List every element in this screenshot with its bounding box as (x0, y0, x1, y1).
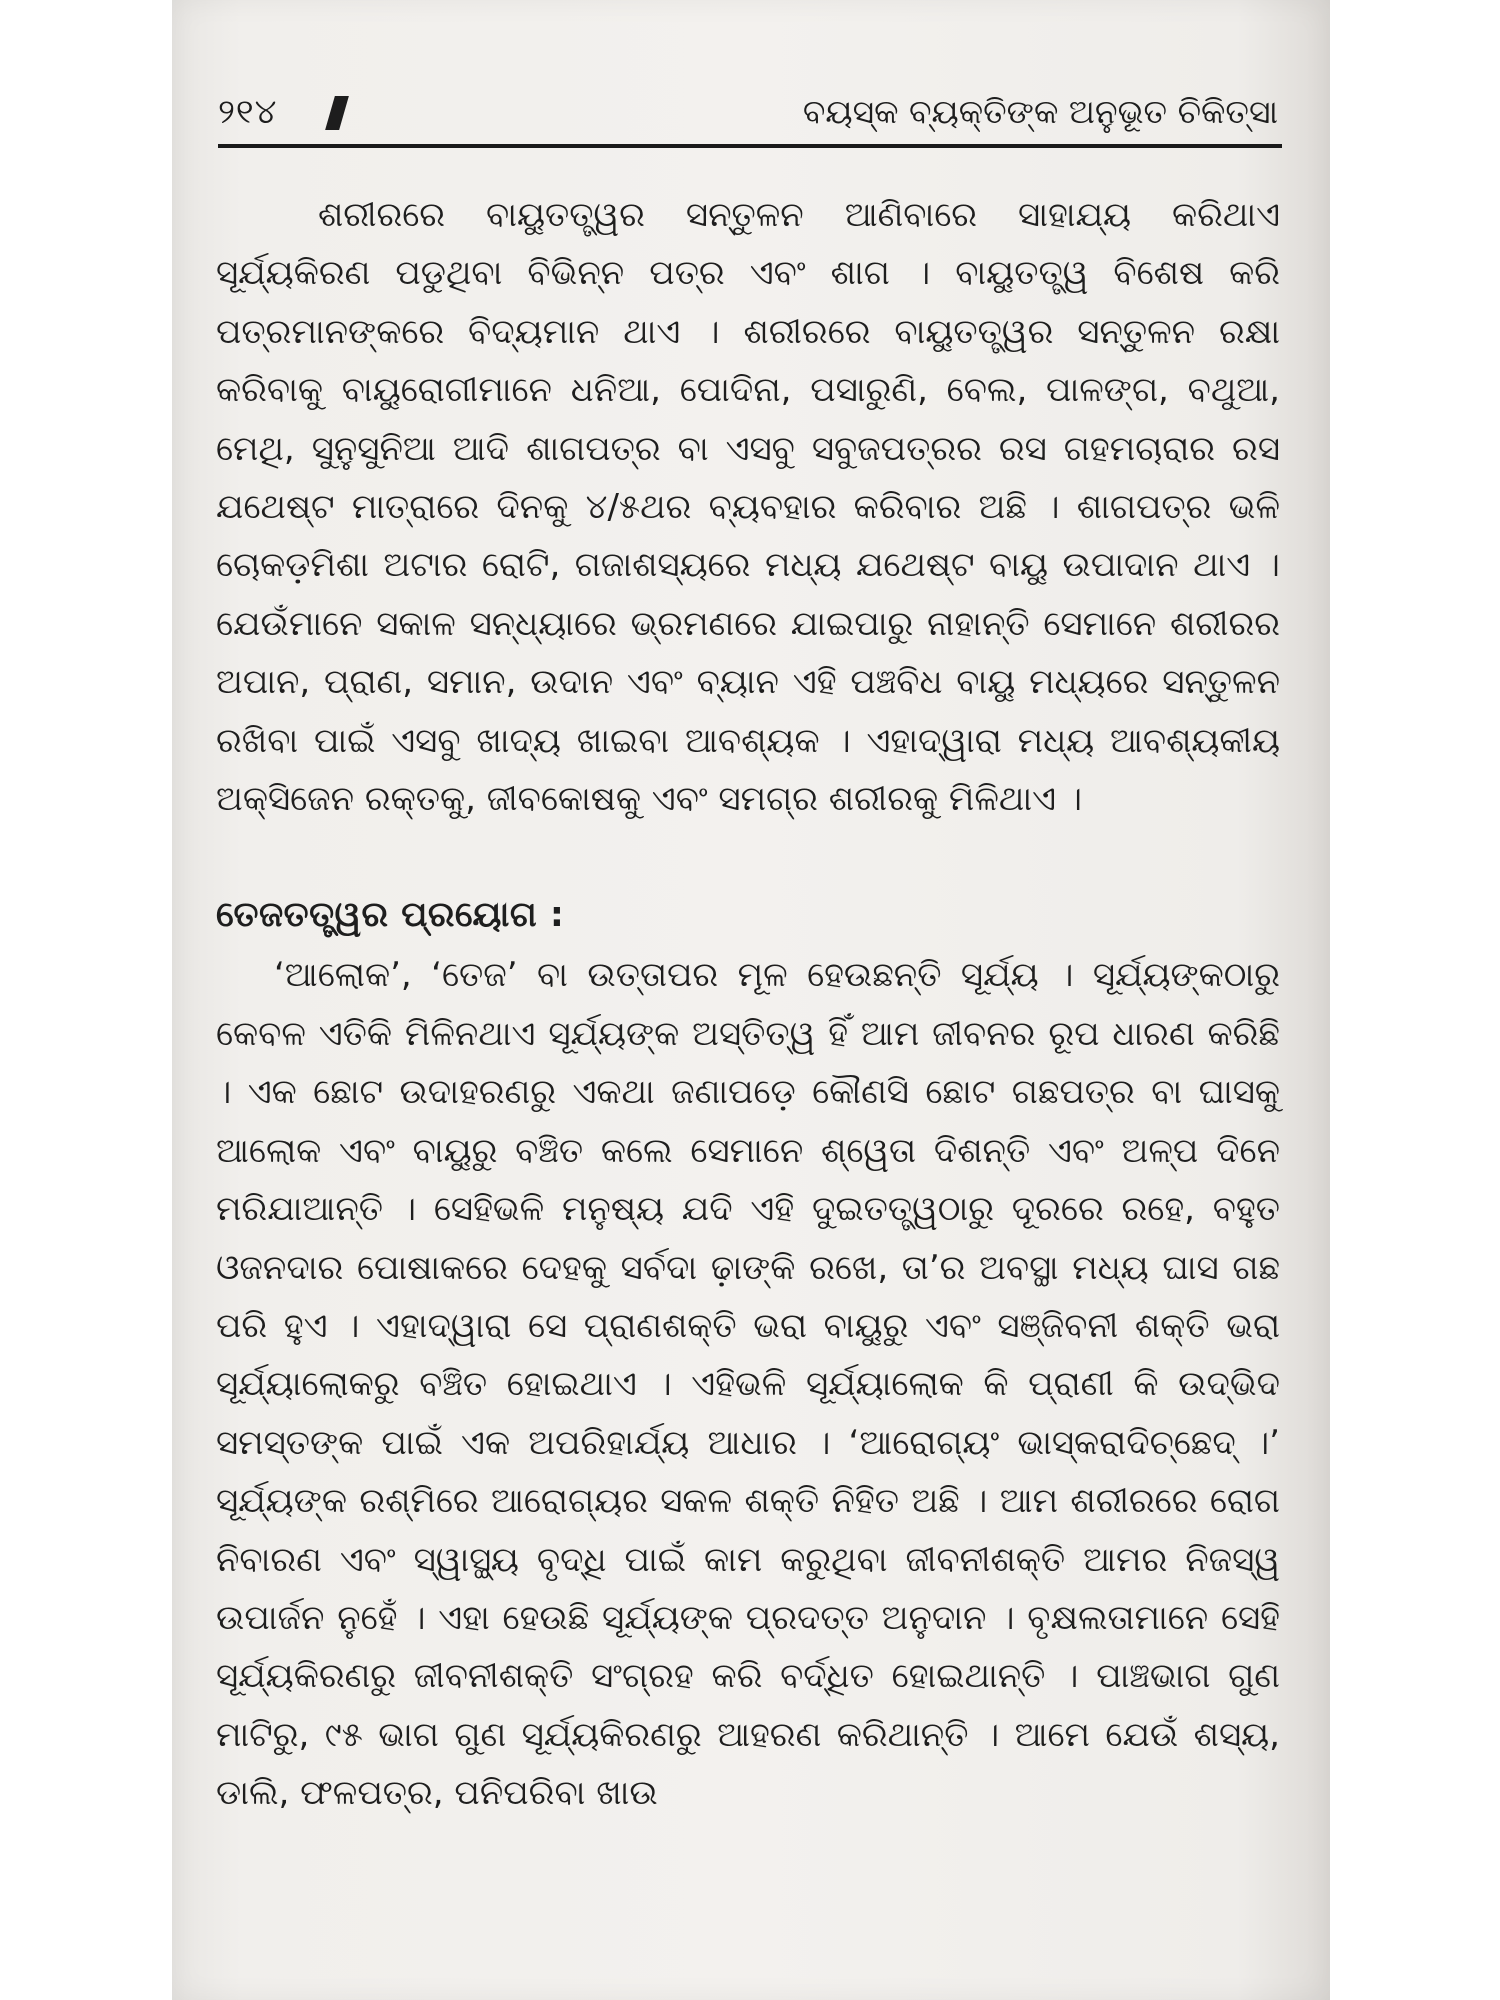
running-title: ବୟସ୍କ ବ୍ୟକ୍ତିଙ୍କ ଅନୁଭୂତ ଚିକିତ୍ସା (802, 92, 1278, 131)
paragraph-vayu-tattva: ଶରୀରରେ ବାୟୁତତ୍ତ୍ୱର ସନ୍ତୁଳନ ଆଣିବାରେ ସାହାଯ୍ୟ କରିଥାଏ ସୂର୍ଯ୍ୟକିରଣ ପଡୁଥିବା ବିଭିନ୍ନ ପତ୍ର ଏବଂ ଶାଗ । ବାୟୁତତ୍ତ୍ୱ ବିଶେଷ କରି ପତ୍ରମାନଙ୍କରେ ବିଦ୍ୟମାନ ଥାଏ । ଶରୀରରେ ବାୟୁତତ୍ତ୍ୱର ସନ୍ତୁଳନ ରକ୍ଷା କରିବାକୁ ବାୟୁରୋଗୀମାନେ ଧନିଆ, ପୋଦିନା, ପସାରୁଣି, ବେଲ, ପାଳଙ୍ଗ, ବଥୁଆ, ମେଥି, ସୁନୁସୁନିଆ ଆଦି ଶାଗପତ୍ର ବା ଏସବୁ ସବୁଜପତ୍ରର ରସ ଗହମଚାରାର ରସ ଯଥେଷ୍ଟ ମାତ୍ରାରେ ଦିନକୁ ୪/୫ଥର ବ୍ୟବହାର କରିବାର ଅଛି । ଶାଗପତ୍ର ଭଳି ଚୋକଡ଼ମିଶା ଅଟାର ରୋଟି, ଗଜାଶସ୍ୟରେ ମଧ୍ୟ ଯଥେଷ୍ଟ ବାୟୁ ଉପାଦାନ ଥାଏ । ଯେଉଁମାନେ ସକାଳ ସନ୍ଧ୍ୟାରେ ଭ୍ରମଣରେ ଯାଇପାରୁ ନାହାନ୍ତି ସେମାନେ ଶରୀରର ଅପାନ, ପ୍ରାଣ, ସମାନ, ଉଦାନ ଏବଂ ବ୍ୟାନ ଏହି ପଞ୍ଚବିଧ ବାୟୁ ମଧ୍ୟରେ ସନ୍ତୁଳନ ରଖିବା ପାଇଁ ଏସବୁ ଖାଦ୍ୟ ଖାଇବା ଆବଶ୍ୟକ । ଏହାଦ୍ୱାରା ମଧ୍ୟ ଆବଶ୍ୟକୀୟ ଅକ୍ସିଜେନ ରକ୍ତକୁ, ଜୀବକୋଷକୁ ଏବଂ ସମଗ୍ର ଶରୀରକୁ ମିଳିଥାଏ । (216, 195, 1280, 820)
page-header (218, 86, 1282, 148)
page-number-mark (325, 96, 349, 130)
header-rule (218, 144, 1282, 148)
page-number: ୨୧୪ (218, 92, 278, 132)
paragraph-teja-tattva: ‘ଆଲୋକ’, ‘ତେଜ’ ବା ଉତ୍ତାପର ମୂଳ ହେଉଛନ୍ତି ସୂର୍ଯ୍ୟ । ସୂର୍ଯ୍ୟଙ୍କଠାରୁ କେବଳ ଏତିକି ମିଳିନଥାଏ ସୂର୍ଯ୍ୟଙ୍କ ଅସ୍ତିତ୍ୱ ହିଁ ଆମ ଜୀବନର ରୂପ ଧାରଣ କରିଛି । ଏକ ଛୋଟ ଉଦାହରଣରୁ ଏକଥା ଜଣାପଡ଼େ କୌଣସି ଛୋଟ ଗଛପତ୍ର ବା ଘାସକୁ ଆଲୋକ ଏବଂ ବାୟୁରୁ ବଞ୍ଚିତ କଲେ ସେମାନେ ଶ୍ୱେତା ଦିଶନ୍ତି ଏବଂ ଅଳ୍ପ ଦିନେ ମରିଯାଆନ୍ତି । ସେହିଭଳି ମନୁଷ୍ୟ ଯଦି ଏହି ଦୁଇତତ୍ତ୍ୱଠାରୁ ଦୂରରେ ରହେ, ବହୁତ ଓଜନଦାର ପୋଷାକରେ ଦେହକୁ ସର୍ବଦା ଢ଼ାଙ୍କି ରଖେ, ତା’ର ଅବସ୍ଥା ମଧ୍ୟ ଘାସ ଗଛ ପରି ହୁଏ । ଏହାଦ୍ୱାରା ସେ ପ୍ରାଣଶକ୍ତି ଭରା ବାୟୁରୁ ଏବଂ ସଞ୍ଜିବନୀ ଶକ୍ତି ଭରା ସୂର୍ଯ୍ୟାଲୋକରୁ ବଞ୍ଚିତ ହୋଇଥାଏ । ଏହିଭଳି ସୂର୍ଯ୍ୟାଲୋକ କି ପ୍ରାଣୀ କି ଉଦ୍ଭିଦ ସମସ୍ତଙ୍କ ପାଇଁ ଏକ ଅପରିହାର୍ଯ୍ୟ ଆଧାର । ‘ଆରୋଗ୍ୟଂ ଭାସ୍କରାଦିଚ୍ଛେଦ୍ ।’ ସୂର୍ଯ୍ୟଙ୍କ ରଶ୍ମିରେ ଆରୋଗ୍ୟର ସକଳ ଶକ୍ତି ନିହିତ ଅଛି । ଆମ ଶରୀରରେ ରୋଗ ନିବାରଣ ଏବଂ ସ୍ୱାସ୍ଥ୍ୟ ବୃଦ୍ଧି ପାଇଁ କାମ କରୁଥିବା ଜୀବନୀଶକ୍ତି ଆମର ନିଜସ୍ୱ ଉପାର୍ଜନ ନୁହେଁ । ଏହା ହେଉଛି ସୂର୍ଯ୍ୟଙ୍କ ପ୍ରଦତ୍ତ ଅନୁଦାନ । ବୃକ୍ଷଲତାମାନେ ସେହି ସୂର୍ଯ୍ୟକିରଣରୁ ଜୀବନୀଶକ୍ତି ସଂଗ୍ରହ କରି ବର୍ଦ୍ଧିତ ହୋଇଥାନ୍ତି । ପାଞ୍ଚଭାଗ ଗୁଣ ମାଟିରୁ, ୯୫ ଭାଗ ଗୁଣ ସୂର୍ଯ୍ୟକିରଣରୁ ଆହରଣ କରିଥାନ୍ତି । ଆମେ ଯେଉଁ ଶସ୍ୟ, ଡାଲି, ଫଳପତ୍ର, ପନିପରିବା ଖାଉ (216, 955, 1280, 1814)
section-heading: ତେଜତତ୍ତ୍ୱର ପ୍ରୟୋଗ : (216, 895, 565, 936)
book-page (172, 0, 1330, 2000)
page-body (216, 186, 1280, 1823)
